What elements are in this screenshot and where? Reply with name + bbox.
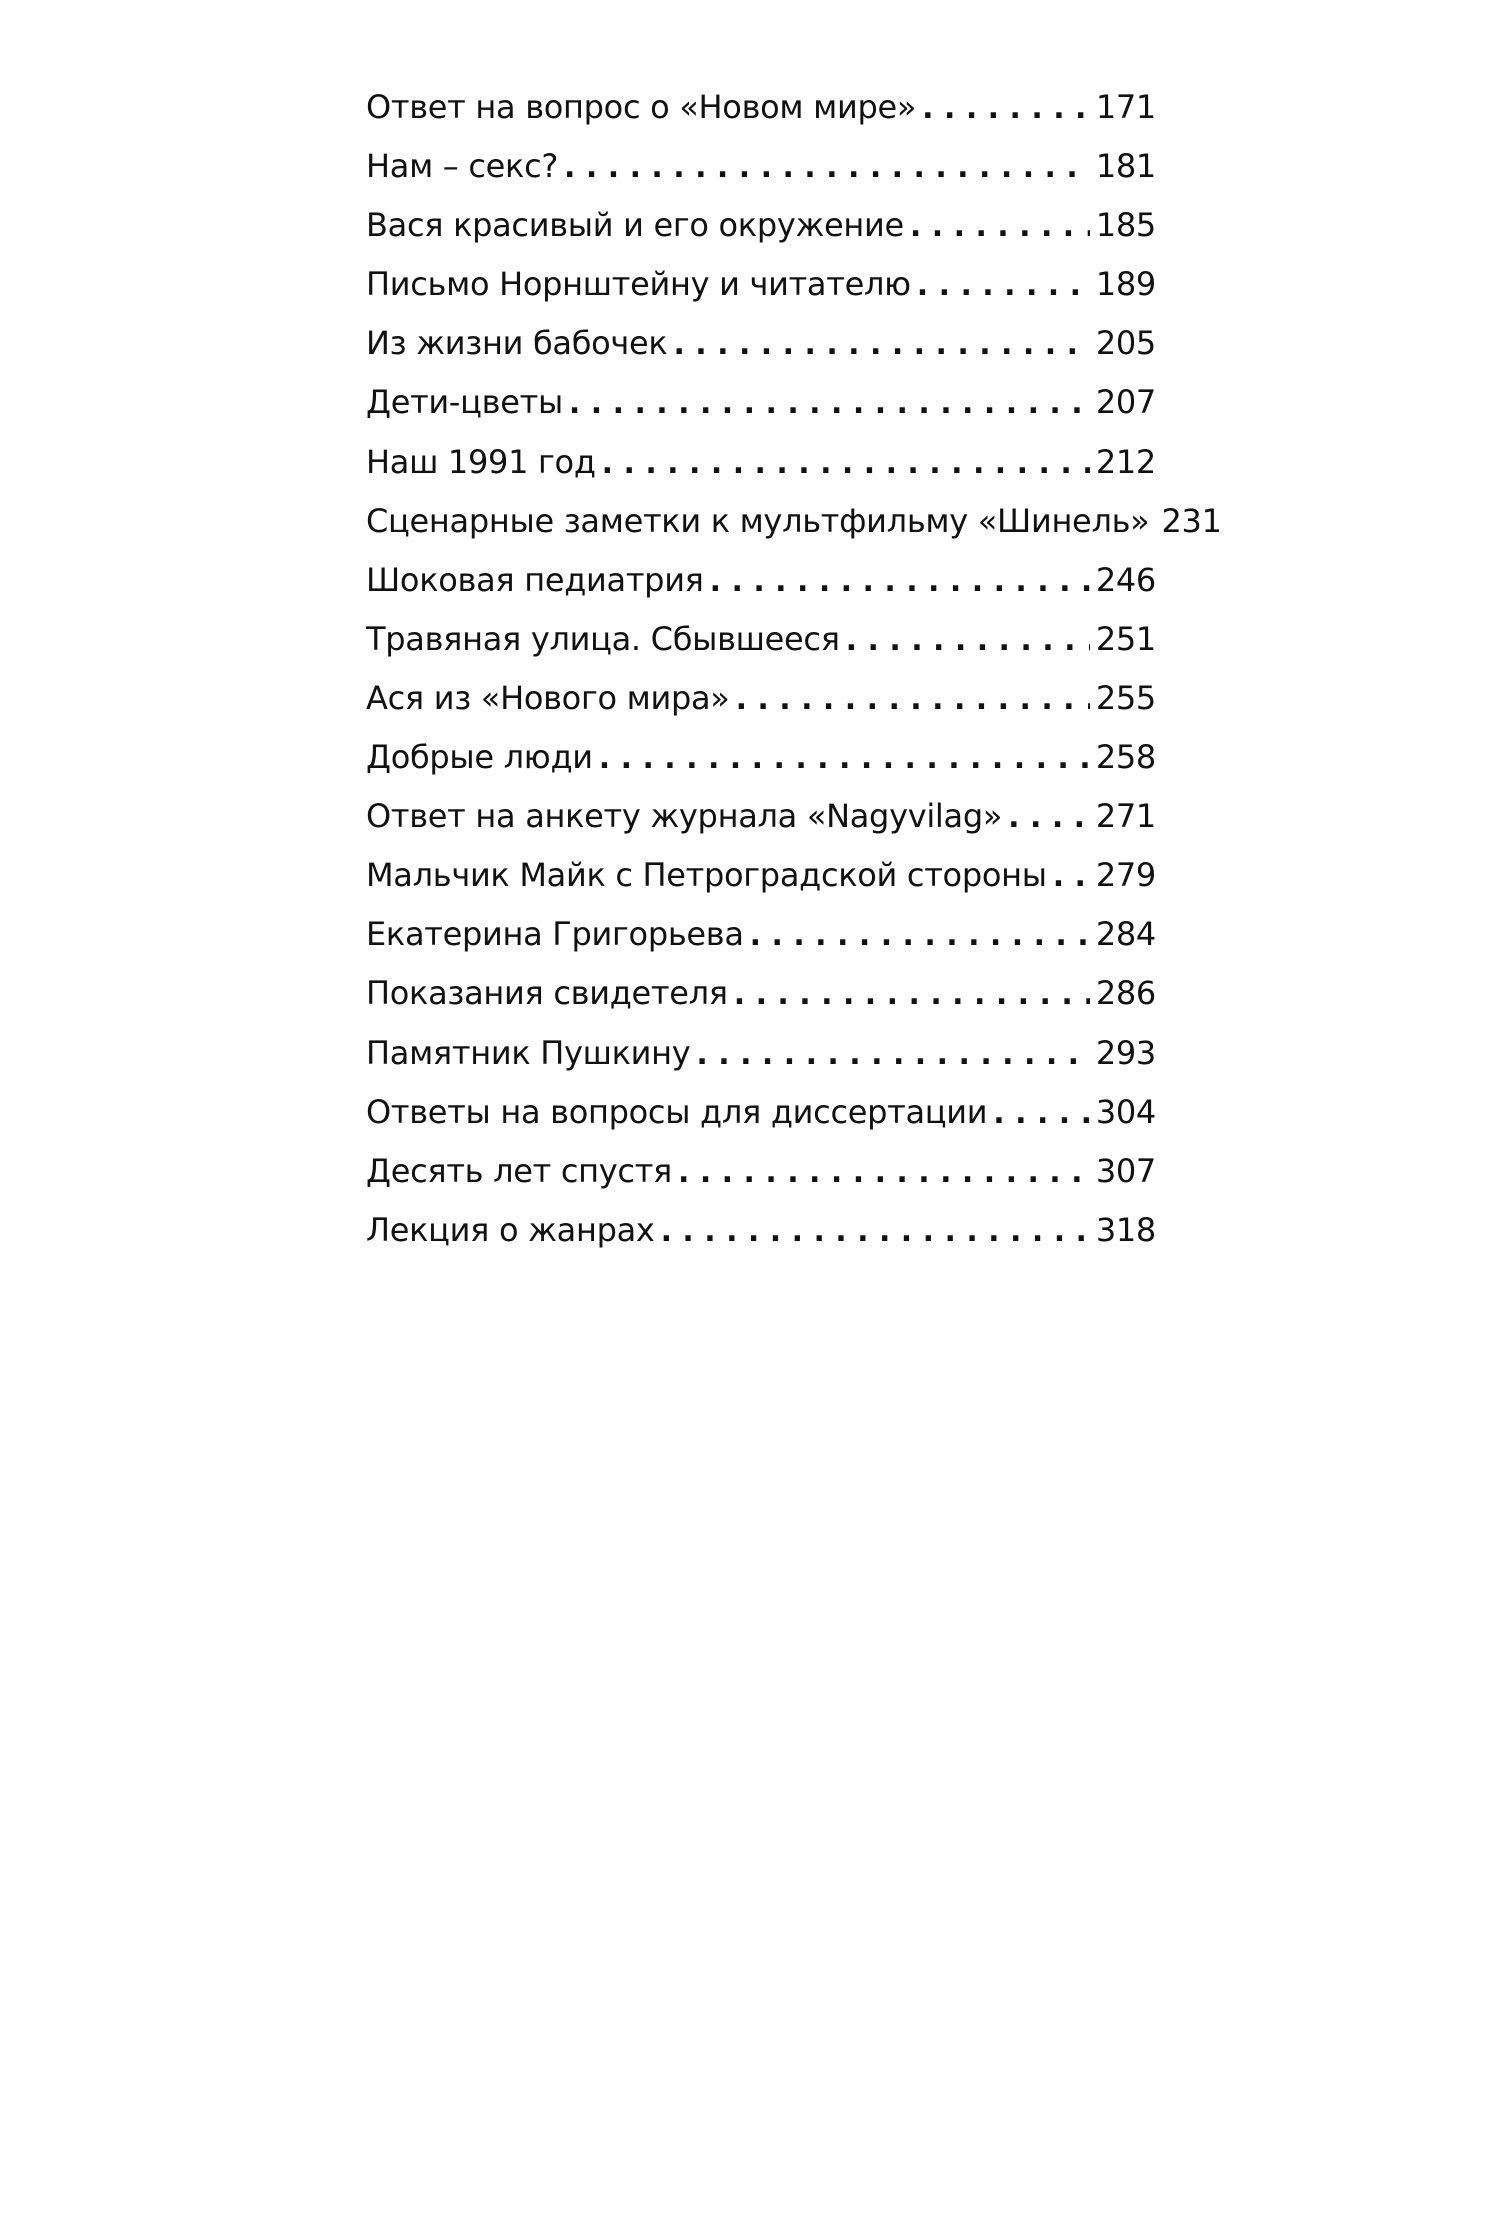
toc-entry-page: 212: [1095, 442, 1156, 481]
toc-entry-page: 258: [1095, 738, 1156, 777]
toc-entry-title: Ася из «Нового мира»: [366, 678, 730, 717]
toc-entry-page: 205: [1095, 324, 1156, 363]
dot-leader: [564, 150, 1090, 185]
toc-entry-page: 171: [1095, 88, 1156, 126]
dot-leader: [678, 1155, 1090, 1190]
toc-entry: [366, 324, 1156, 383]
toc-entry-title: Ответ на вопрос о «Новом мире»: [366, 88, 917, 126]
table-of-contents: [366, 88, 1222, 1270]
dot-leader: [696, 1037, 1089, 1072]
toc-entry-title: Вася красивый и его окружение: [366, 206, 904, 245]
toc-entry-title: Памятник Пушкину: [366, 1033, 691, 1072]
toc-entry-title: Наш 1991 год: [366, 442, 596, 481]
toc-entry-title: Шоковая педиатрия: [366, 560, 704, 599]
toc-entry: [366, 620, 1156, 679]
toc-entry-page: 307: [1095, 1151, 1156, 1190]
toc-entry-title: Из жизни бабочек: [366, 324, 668, 363]
toc-entry-page: 251: [1095, 619, 1156, 658]
toc-entry-title: Травяная улица. Сбывшееся: [366, 619, 840, 658]
toc-entry: [366, 88, 1156, 147]
toc-entry-title: Десять лет спустя: [366, 1151, 672, 1190]
toc-entry-title: Дети-цветы: [366, 383, 563, 422]
toc-entry-page: 271: [1095, 797, 1156, 836]
dot-leader: [710, 564, 1090, 599]
toc-entry-title: Нам – секс?: [366, 147, 559, 186]
toc-entry: [366, 1152, 1156, 1211]
toc-entry-page: 279: [1095, 856, 1156, 895]
toc-entry-page: 286: [1095, 974, 1156, 1013]
dot-leader: [846, 623, 1090, 658]
toc-entry: [366, 1034, 1156, 1093]
toc-entry-title: Ответы на вопросы для диссертации: [366, 1092, 988, 1131]
toc-entry: [366, 915, 1156, 974]
toc-entry-title: Ответ на анкету журнала «Nagyvilag»: [366, 797, 1003, 836]
toc-entry-title: Мальчик Майк с Петроградской стороны: [366, 856, 1047, 895]
toc-entry-page: 318: [1095, 1210, 1156, 1249]
toc-entry: [366, 856, 1156, 915]
dot-leader: [910, 209, 1090, 244]
dot-leader: [661, 1214, 1090, 1249]
toc-entry-page: 246: [1095, 560, 1156, 599]
toc-entry-title: Показания свидетеля: [366, 974, 728, 1013]
toc-entry-page: 181: [1095, 147, 1156, 186]
toc-entry: [366, 797, 1156, 856]
toc-entry-page: 185: [1095, 206, 1156, 245]
dot-leader: [734, 977, 1090, 1012]
toc-entry-title: Екатерина Григорьева: [366, 915, 744, 954]
dot-leader: [1008, 800, 1090, 835]
toc-entry-page: 255: [1095, 678, 1156, 717]
dot-leader: [599, 741, 1090, 776]
toc-entry-title: Лекция о жанрах: [366, 1210, 655, 1249]
toc-entry: [366, 443, 1156, 502]
toc-entry-page: 304: [1095, 1092, 1156, 1131]
toc-entry-page: 293: [1095, 1033, 1156, 1072]
toc-entry: [366, 206, 1156, 265]
toc-entry: [366, 265, 1156, 324]
dot-leader: [673, 327, 1089, 362]
toc-entry-page: 207: [1095, 383, 1156, 422]
dot-leader: [993, 1096, 1090, 1131]
toc-entry-title: Письмо Норнштейну и читателю: [366, 265, 911, 304]
dot-leader: [602, 446, 1090, 481]
toc-entry: [366, 1211, 1156, 1270]
toc-entry: [366, 974, 1156, 1033]
dot-leader: [1053, 859, 1090, 894]
toc-entry: [366, 383, 1156, 442]
dot-leader: [736, 682, 1090, 717]
toc-entry: [366, 738, 1156, 797]
toc-entry: [366, 561, 1156, 620]
toc-entry: [366, 147, 1156, 206]
toc-entry-page: 284: [1095, 915, 1156, 954]
toc-entry: [366, 501, 1222, 561]
toc-entry-page: 189: [1095, 265, 1156, 304]
toc-entry: [366, 679, 1156, 738]
toc-entry-title: Сценарные заметки к мультфильму «Шинель»: [366, 501, 1150, 540]
dot-leader: [917, 268, 1090, 303]
dot-leader: [750, 918, 1090, 953]
toc-entry: [366, 1093, 1156, 1152]
toc-entry-title: Добрые люди: [366, 738, 593, 777]
dot-leader: [922, 91, 1090, 126]
toc-entry-page: 231: [1161, 501, 1222, 540]
dot-leader: [569, 386, 1090, 421]
